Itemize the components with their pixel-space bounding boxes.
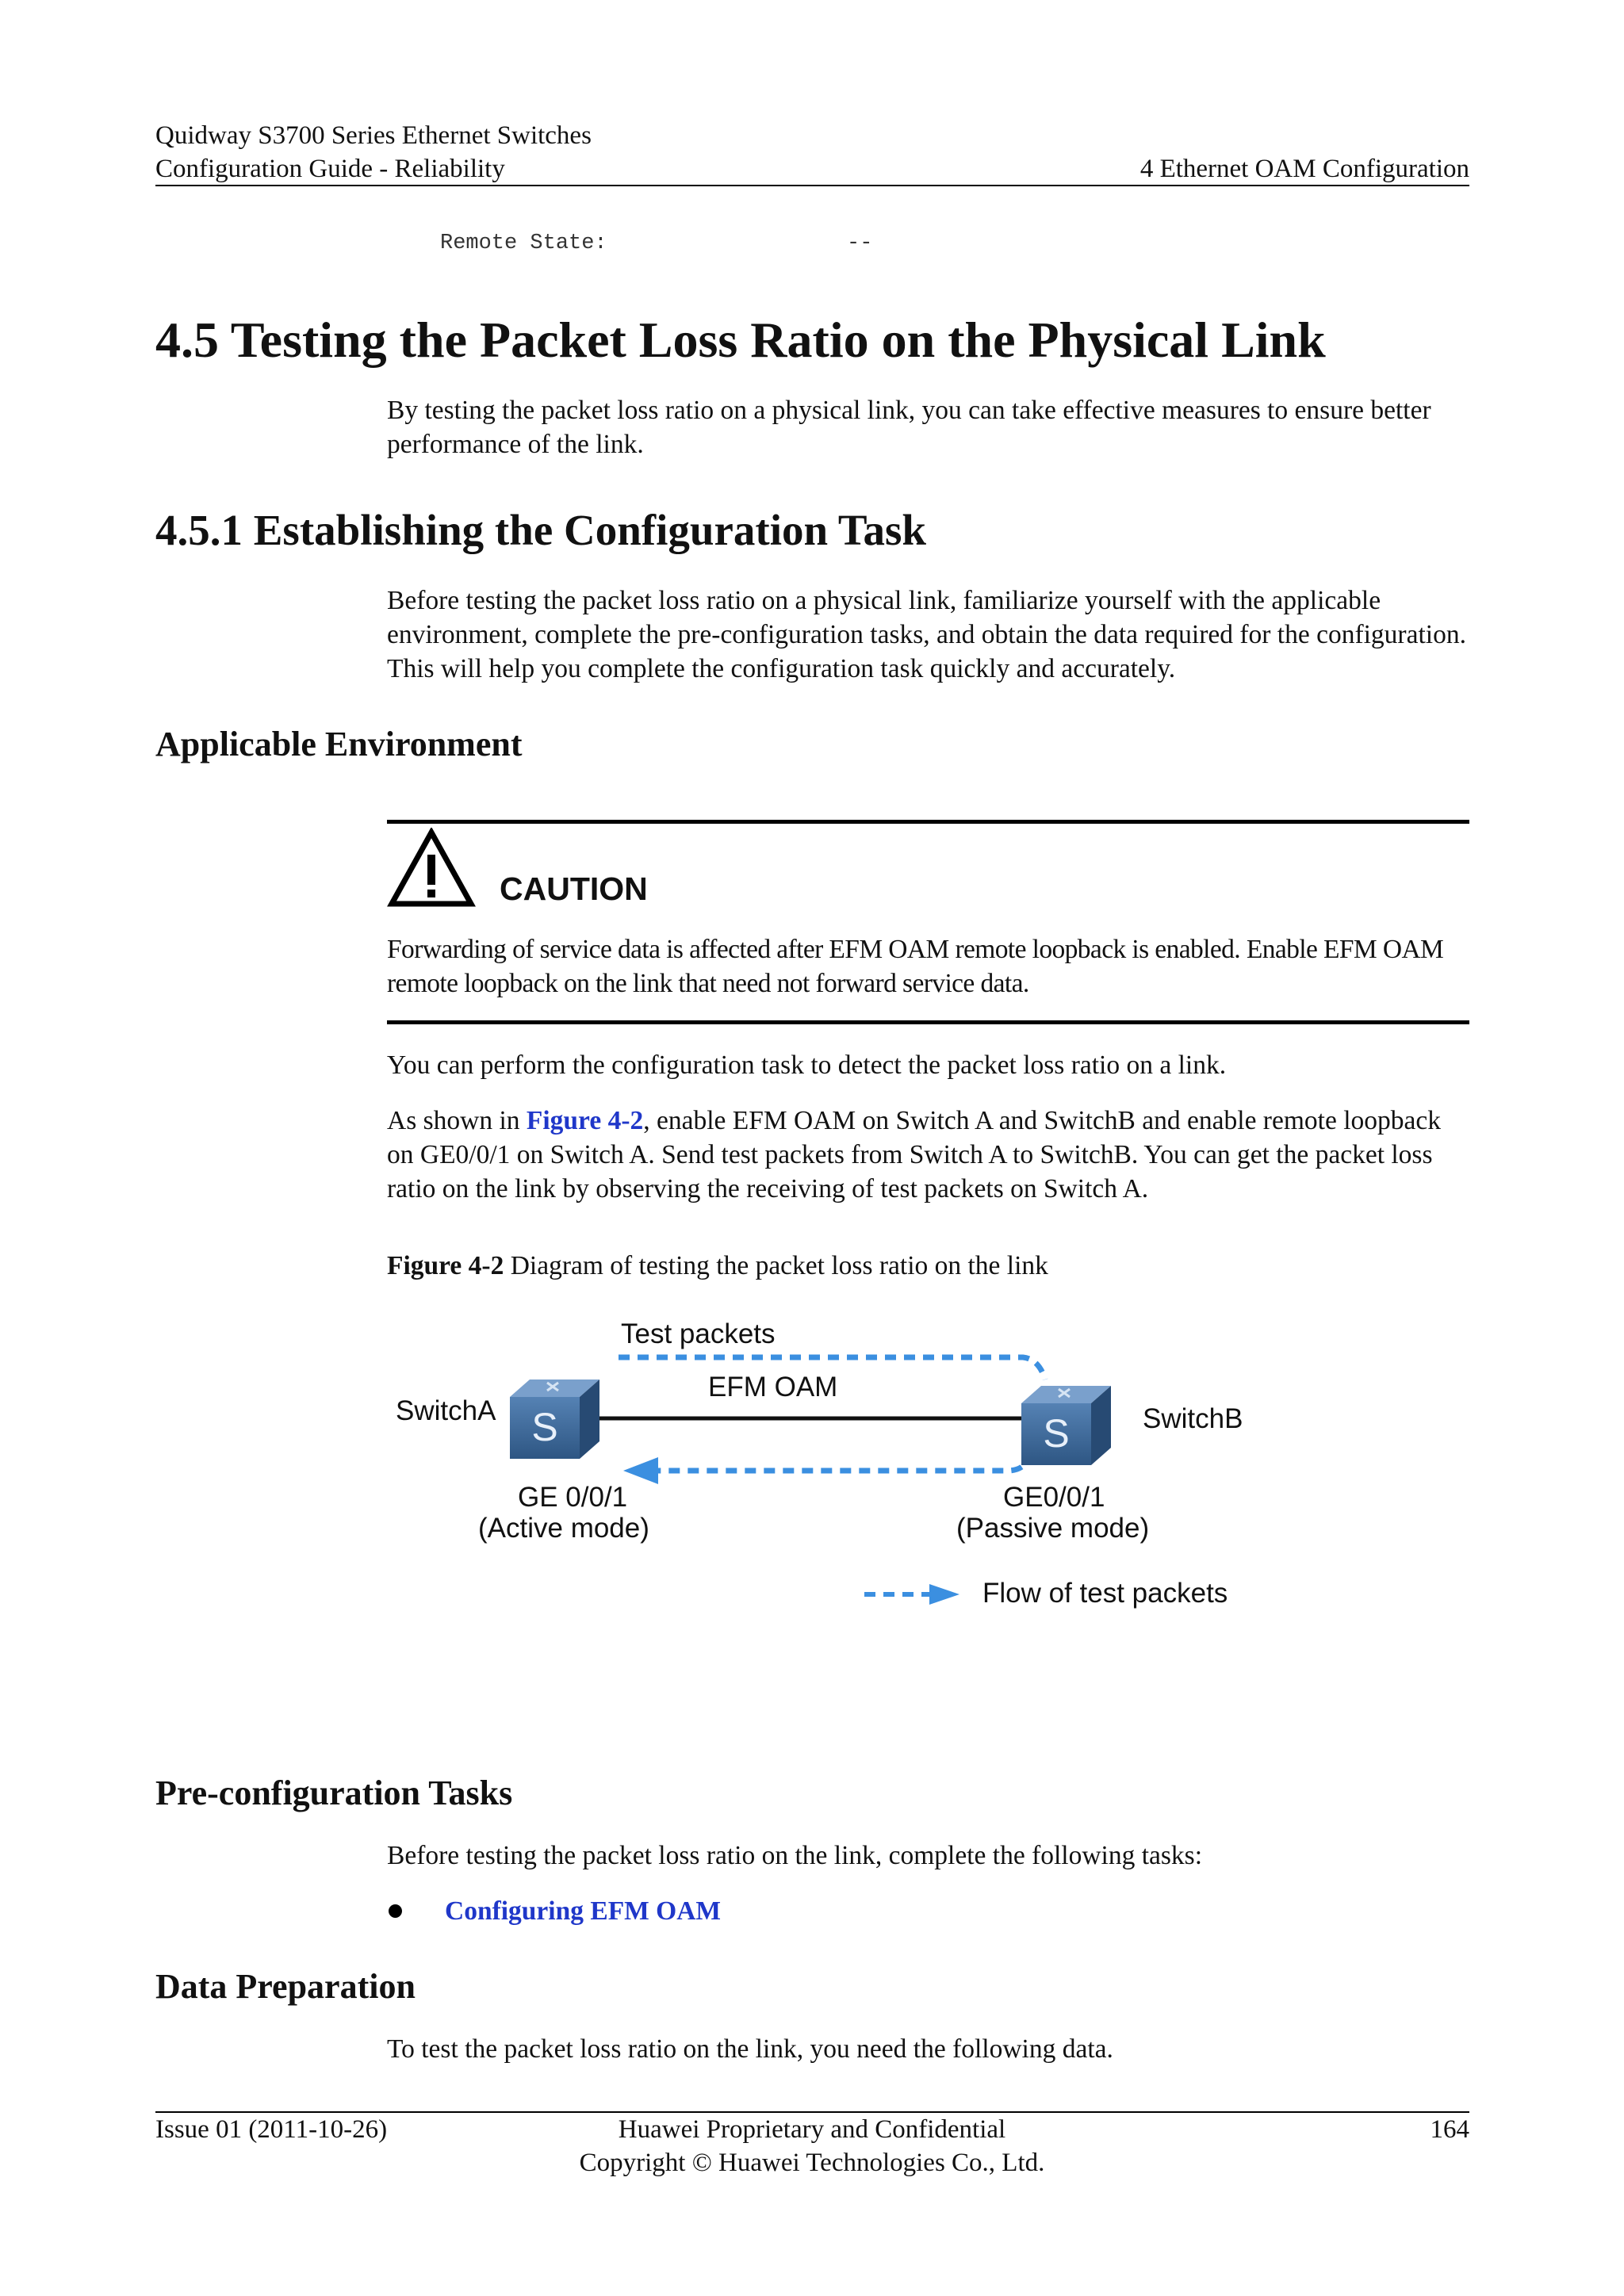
switch-b-label: SwitchB <box>1143 1403 1243 1434</box>
legend-label: Flow of test packets <box>982 1578 1228 1609</box>
switch-a-glyph: S <box>531 1405 558 1449</box>
switch-b-glyph: S <box>1043 1411 1070 1456</box>
figure-caption-text: Diagram of testing the packet loss ratio on the link <box>504 1251 1048 1280</box>
configuring-efm-oam-link[interactable]: Configuring EFM OAM <box>445 1896 722 1926</box>
data-prep-text: To test the packet loss ratio on the link, you need the following data. <box>387 2034 1113 2064</box>
switch-a-label: SwitchA <box>396 1395 496 1426</box>
footer-confidential: Huawei Proprietary and Confidential <box>618 2115 1006 2144</box>
pre-config-heading: Pre-configuration Tasks <box>155 1774 513 1812</box>
footer-issue: Issue 01 (2011-10-26) <box>155 2115 388 2144</box>
header-product: Quidway S3700 Series Ethernet Switches <box>155 121 592 150</box>
port-b-label: GE0/0/1 <box>1003 1482 1105 1513</box>
applicable-environment-heading: Applicable Environment <box>155 725 523 763</box>
test-packets-label: Test packets <box>621 1318 776 1349</box>
figure-4-2-link[interactable]: Figure 4-2 <box>526 1106 644 1135</box>
subsection-intro: Before testing the packet loss ratio on a physical link, familiarize yourself with the applicable environment, complete the pre-configuration tasks, and obtain the data required for the configuration. This will help you complete the configuration task quickly and accurately. <box>387 586 1466 683</box>
switch-b-icon <box>1021 1386 1111 1465</box>
figure-caption-label: Figure 4-2 <box>387 1251 504 1280</box>
section-intro: By testing the packet loss ratio on a physical link, you can take effective measures to ensure better performance of the link. <box>387 396 1431 459</box>
efm-oam-label: EFM OAM <box>708 1372 838 1402</box>
subsection-title: 4.5.1 Establishing the Configuration Task <box>155 506 926 554</box>
bullet-icon <box>389 1904 402 1918</box>
switch-a-icon <box>510 1380 599 1459</box>
page-number: 164 <box>1430 2115 1469 2144</box>
port-a-label: GE 0/0/1 <box>518 1482 628 1513</box>
paragraph-suffix: , enable EFM OAM on Switch A and SwitchB and enable remote loopback on GE0/0/1 on Switch A. Send test packets from Switch A to SwitchB. You can get the packet loss ratio on the link by observing the receiving of test packets on Switch A. <box>387 1106 1441 1203</box>
loopback-arrowhead <box>623 1457 658 1484</box>
paragraph-prefix: As shown in <box>387 1106 527 1135</box>
code-value: -- <box>847 232 873 255</box>
pre-config-text: Before testing the packet loss ratio on the link, complete the following tasks: <box>387 1841 1203 1870</box>
footer-copyright: Copyright © Huawei Technologies Co., Ltd. <box>579 2149 1045 2177</box>
data-prep-heading: Data Preparation <box>155 1967 416 2006</box>
mode-b-label: (Passive mode) <box>956 1513 1150 1544</box>
caution-title: CAUTION <box>500 871 648 907</box>
mode-a-label: (Active mode) <box>478 1513 649 1544</box>
header-chapter: 4 Ethernet OAM Configuration <box>1139 155 1469 183</box>
header-guide: Configuration Guide - Reliability <box>155 155 505 183</box>
caution-text: Forwarding of service data is affected after EFM OAM remote loopback is enabled. Enable EFM OAM remote loopback on the link that need not forward service data. <box>387 935 1444 998</box>
loopback-return-path <box>658 1451 1031 1471</box>
code-label: Remote State: <box>440 232 607 255</box>
section-title: 4.5 Testing the Packet Loss Ratio on the Physical Link <box>155 312 1326 368</box>
legend-arrowhead <box>929 1584 959 1605</box>
paragraph-detect: You can perform the configuration task to detect the packet loss ratio on a link. <box>387 1050 1227 1080</box>
